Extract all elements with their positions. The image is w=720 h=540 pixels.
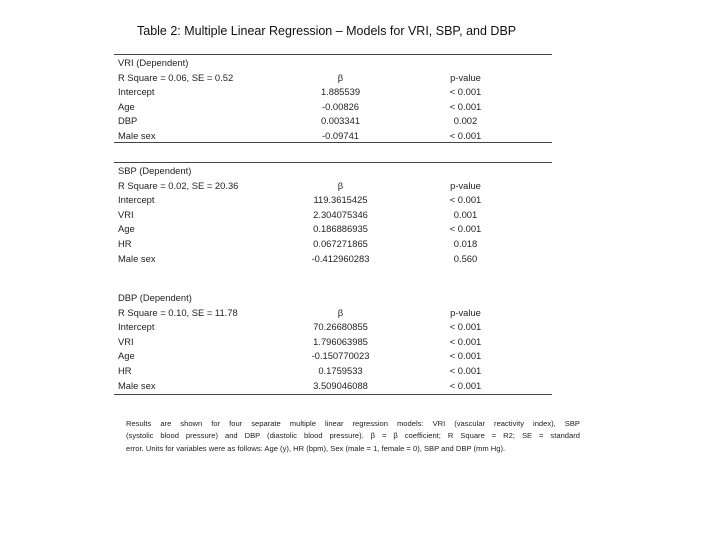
table-row [118,335,548,350]
rule-divider [114,142,552,143]
beta-value: -0.150770023 [311,350,370,362]
table-row [118,364,548,379]
table-row [118,320,548,335]
model-header-row [118,56,548,71]
table-row [118,85,548,100]
footnote-line: (systolic blood pressure) and DBP (diastolic blood pressure). β = β coefficient; R Square = R2; SE = standard [126,431,580,441]
table-footnote [126,418,580,455]
variable-label: VRI [118,335,134,347]
fit-stats: R Square = 0.02, SE = 20.36 [118,179,239,191]
model-vri [118,56,548,144]
variable-label: Male sex [118,252,156,264]
p-value: < 0.001 [449,86,482,98]
rule-top [114,54,552,55]
variable-label: Intercept [118,194,155,206]
beta-value: -0.00826 [321,100,359,112]
variable-label: Male sex [118,129,156,141]
beta-value: 1.796063985 [313,335,368,347]
variable-label: Intercept [118,321,155,333]
p-value: 0.001 [453,208,478,220]
variable-label: HR [118,364,132,376]
p-value: < 0.001 [449,194,482,206]
p-value: < 0.001 [449,335,482,347]
p-header: p-value [450,306,481,318]
beta-value: 119.3615425 [313,194,368,206]
model-header-row [118,164,548,179]
beta-value: 0.1759533 [318,364,363,376]
variable-label: Age [118,223,135,235]
variable-label: HR [118,237,132,249]
p-value: < 0.001 [449,350,482,362]
variable-label: Male sex [118,379,156,391]
table-row [118,379,548,394]
beta-value: 0.003341 [320,115,361,127]
model-fit-row [118,306,548,321]
p-value: < 0.001 [449,223,482,235]
beta-value: -0.09741 [321,129,359,141]
beta-value: 0.186886935 [313,223,368,235]
p-value: < 0.001 [449,321,482,333]
beta-header: β [337,306,344,318]
model-header-row [118,291,548,306]
p-value: 0.018 [453,237,478,249]
dependent-label: DBP (Dependent) [118,292,192,303]
table-row [118,208,548,223]
p-header: p-value [450,179,481,191]
variable-label: Intercept [118,86,155,98]
beta-value: -0.412960283 [311,252,370,264]
beta-value: 3.509046088 [313,379,368,391]
fit-stats: R Square = 0.06, SE = 0.52 [118,71,234,83]
p-value: < 0.001 [449,100,482,112]
p-header: p-value [450,71,481,83]
fit-stats: R Square = 0.10, SE = 11.78 [118,306,238,318]
p-value: < 0.001 [449,379,482,391]
table-row [118,100,548,115]
dependent-label: VRI (Dependent) [118,57,189,68]
table-row [118,349,548,364]
table-row [118,193,548,208]
p-value: < 0.001 [449,364,482,376]
dependent-label: SBP (Dependent) [118,165,192,176]
beta-header: β [337,179,344,191]
table-row [118,237,548,252]
variable-label: VRI [118,208,134,220]
table-row [118,114,548,129]
model-dbp [118,291,548,393]
p-value: 0.560 [453,252,478,264]
variable-label: Age [118,100,135,112]
table-title: Table 2: Multiple Linear Regression – Models for VRI, SBP, and DBP [137,24,517,38]
table-row [118,222,548,237]
beta-value: 70.26680855 [313,321,368,333]
model-sbp [118,164,548,266]
beta-header: β [337,71,344,83]
model-fit-row [118,71,548,86]
model-fit-row [118,179,548,194]
p-value: 0.002 [453,115,478,127]
beta-value: 0.067271865 [313,237,368,249]
variable-label: Age [118,350,135,362]
footnote-line: Results are shown for four separate multiple linear regression models: VRI (vascular reactivity index), SBP [126,419,580,428]
footnote-line: error. Units for variables were as follows: Age (y), HR (bpm), Sex (male = 1, female = 0), SBP and DBP (mm Hg). [126,443,506,453]
rule-divider [114,162,552,163]
variable-label: DBP [118,115,138,127]
beta-value: 1.885539 [320,86,361,98]
table-row [118,252,548,267]
rule-bottom [114,394,552,395]
beta-value: 2.304075346 [313,208,368,220]
p-value: < 0.001 [449,129,482,141]
